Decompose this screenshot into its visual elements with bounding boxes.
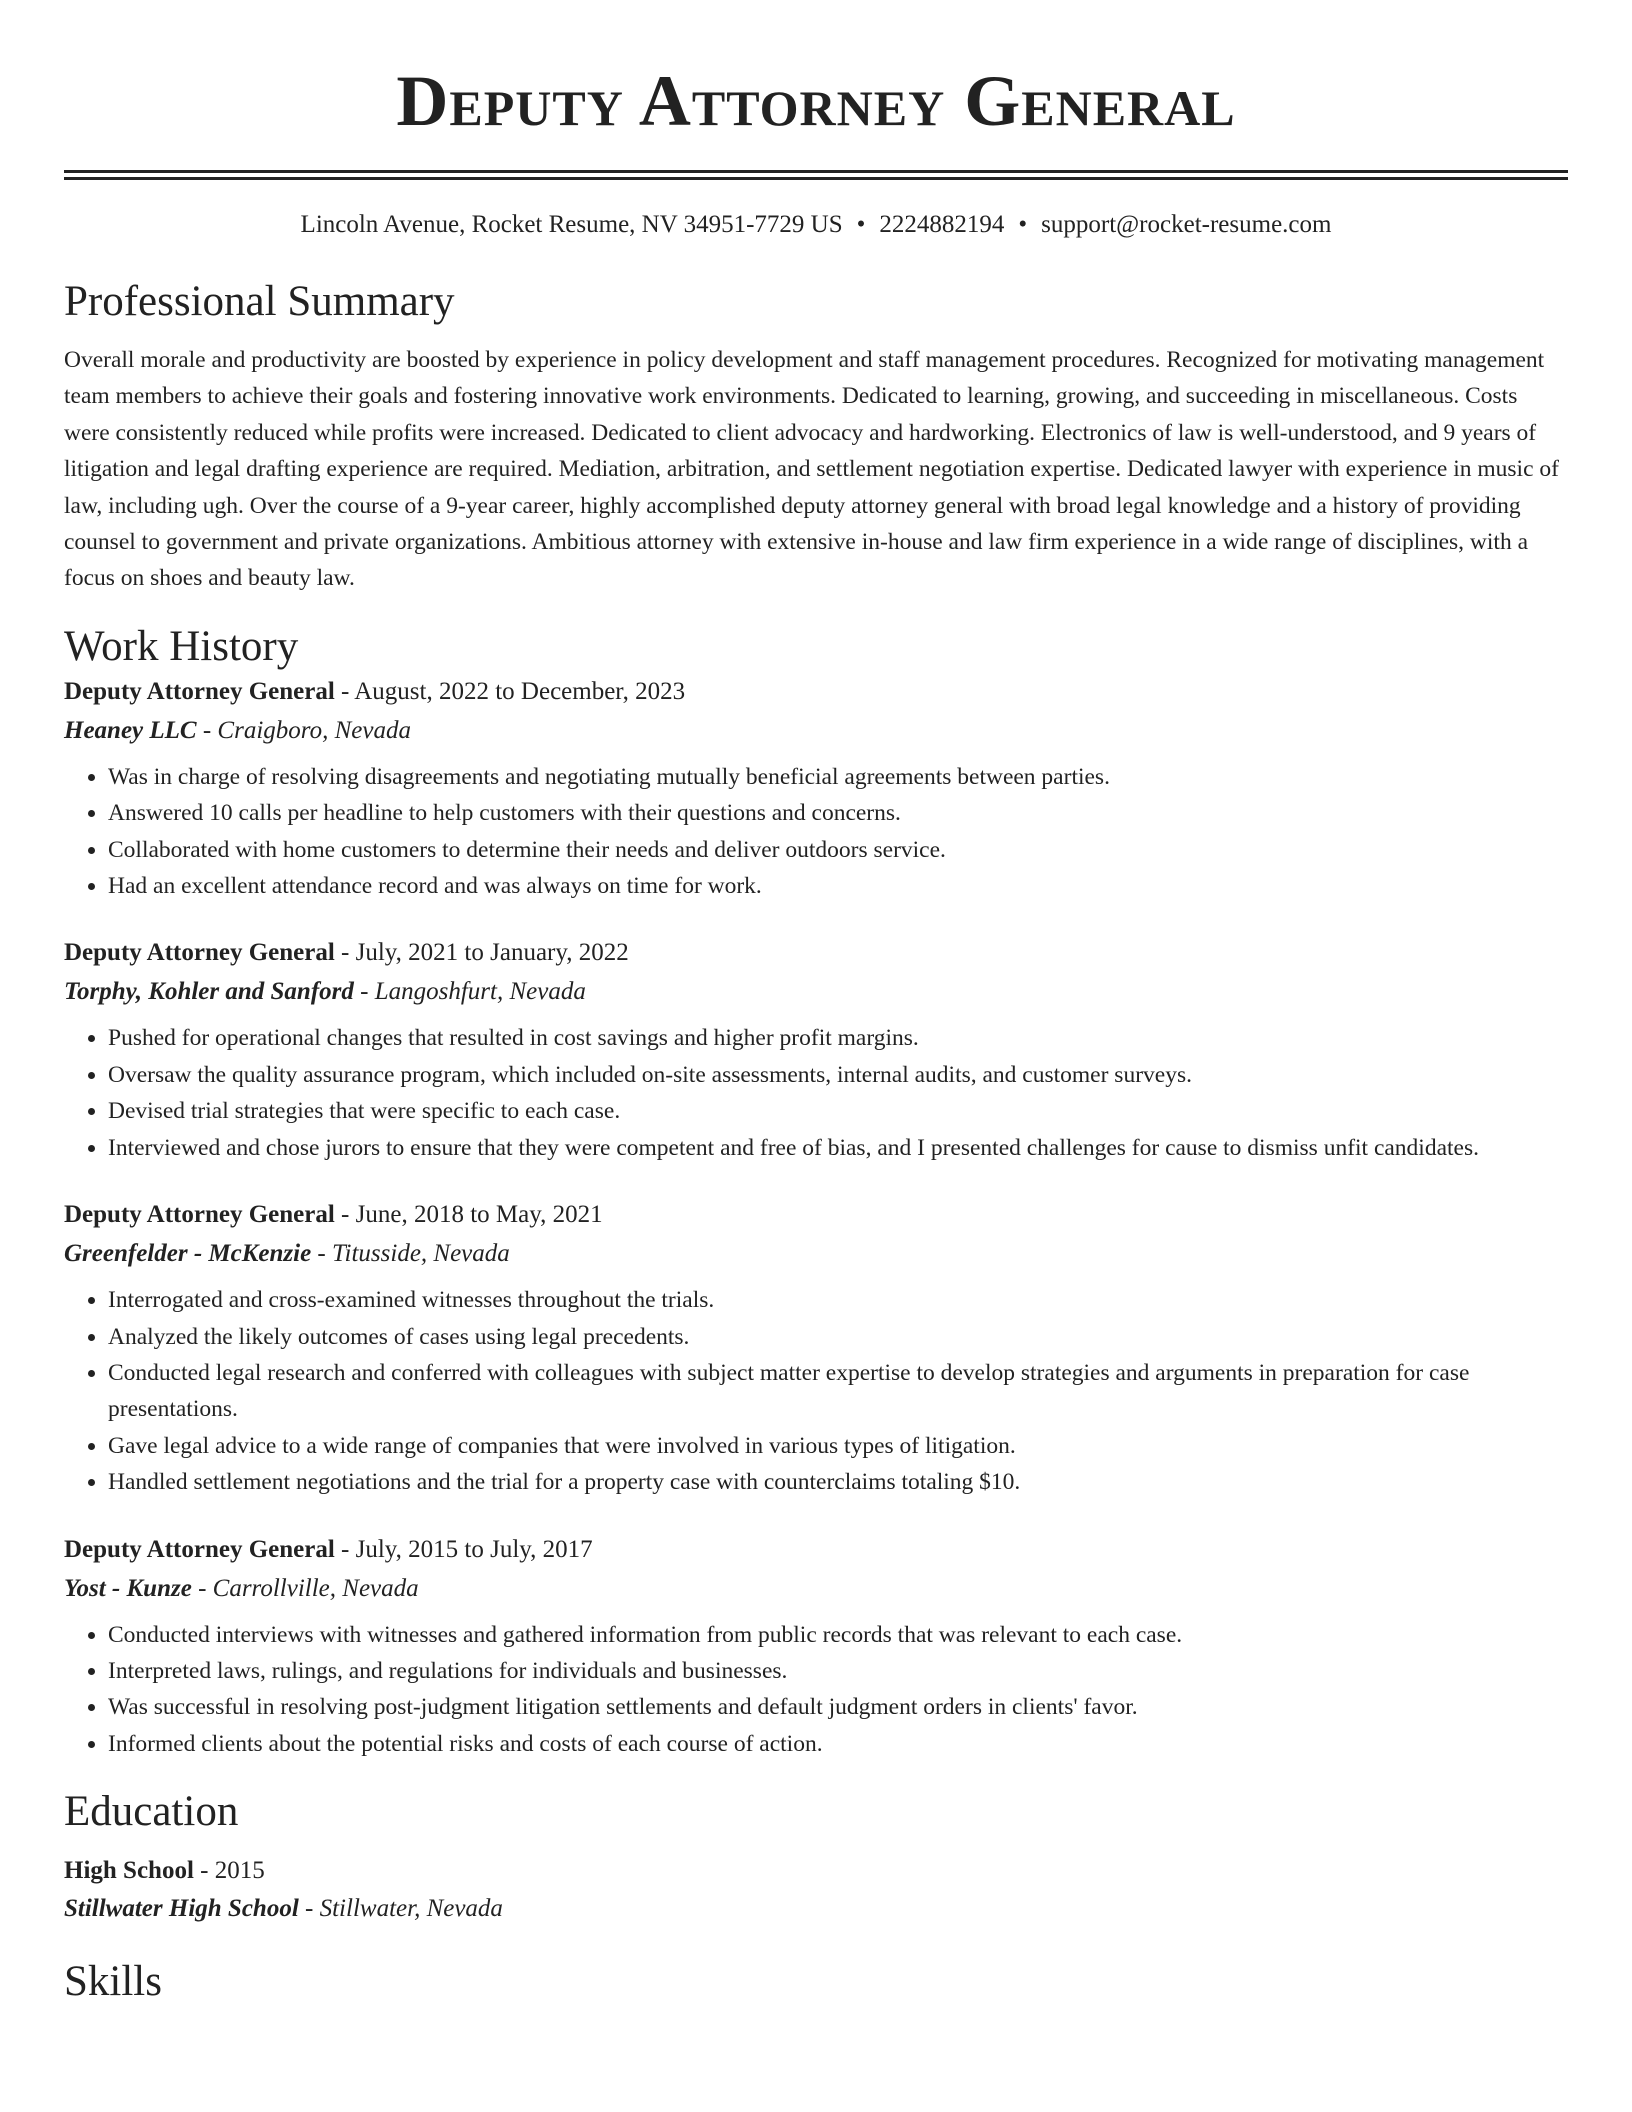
resume-name: Deputy Attorney General [396,61,1236,141]
skills-section [64,1956,1568,2008]
job-bullet: • Devised trial strategies that were specific to each case. [108,1093,1568,1129]
job-bullet: • Collaborated with home customers to determine their needs and deliver outdoors service. [108,832,1568,868]
contact-line [64,210,1568,240]
job-bullet: • Was in charge of resolving disagreements and negotiating mutually beneficial agreements between parties. [108,759,1568,795]
education-heading: Education [64,1788,239,1836]
job-dates: - July, 2021 to January, 2022 [334,939,629,967]
job-employer [64,972,1568,1012]
job-bullet: • Gave legal advice to a wide range of companies that were involved in various types of litigation. [108,1428,1568,1464]
work-history-section [64,621,1568,1762]
job-dates: - August, 2022 to December, 2023 [334,677,686,705]
job-employer [64,711,1568,751]
header-divider [64,170,1568,180]
education-school-line [64,1890,1568,1928]
job-company: Heaney LLC [64,716,197,744]
job-header [64,1531,1568,1569]
job-bullets [64,1617,1568,1763]
job-bullet: • Conducted interviews with witnesses and gathered information from public records that was relevant to each case. [108,1617,1568,1653]
job-title: Deputy Attorney General [64,1535,335,1563]
job-dates: - June, 2018 to May, 2021 [334,1201,603,1229]
job-title: Deputy Attorney General [64,939,335,967]
job-bullet: • Interrogated and cross-examined witnesses throughout the trials. [108,1282,1568,1318]
job-entry [64,1531,1568,1763]
job-bullets [64,1282,1568,1500]
job-entry [64,673,1568,905]
contact-address: Lincoln Avenue, Rocket Resume, NV 34951-7729 US [300,211,843,238]
job-bullet: • Oversaw the quality assurance program, which included on-site assessments, internal audits, and customer surveys. [108,1057,1568,1093]
job-location: - Craigboro, Nevada [196,716,411,744]
job-title: Deputy Attorney General [64,677,335,705]
job-location: - Carrollville, Nevada [191,1574,419,1602]
contact-email: support@rocket-resume.com [1041,211,1332,238]
job-bullet: • Answered 10 calls per headline to help customers with their questions and concerns. [108,795,1568,831]
job-company: Greenfelder - McKenzie [64,1240,312,1268]
skills-heading: Skills [64,1958,162,2006]
job-location: - Langoshfurt, Nevada [353,978,586,1006]
job-dates: - July, 2015 to July, 2017 [334,1535,593,1563]
summary-text: Overall morale and productivity are boosted by experience in policy development and staff management procedures. Recognized for motivating management team members to achieve their goals and fostering innovative work environments. Dedicated to learning, growing, and succeeding in miscellaneous. Costs were consistently reduced while profits were increased. Dedicated to client advocacy and hardworking. Electronics of law is well-understood, and 9 years of litigation and legal drafting experience are required. Mediation, arbitration, and settlement negotiation expertise. Dedicated lawyer with experience in music of law, including ugh. Over the course of a 9-year career, highly accomplished deputy attorney general with broad legal knowledge and a history of providing counsel to government and private organizations. Ambitious attorney with extensive in-house and law firm experience in a wide range of disciplines, with a focus on shoes and beauty law. [64,347,1559,592]
job-bullets [64,759,1568,905]
job-bullet: • Interviewed and chose jurors to ensure that they were competent and free of bias, and I presented challenges for cause to dismiss unfit candidates. [108,1130,1568,1166]
job-header [64,934,1568,972]
education-year: - 2015 [193,1857,265,1885]
job-bullet: • Informed clients about the potential risks and costs of each course of action. [108,1726,1568,1762]
education-degree: High School [64,1857,194,1885]
summary-section [64,276,1568,597]
job-employer [64,1569,1568,1609]
summary-heading: Professional Summary [64,278,455,325]
job-header [64,1196,1568,1234]
contact-separator: • [1018,211,1028,238]
job-entry [64,934,1568,1166]
job-company: Torphy, Kohler and Sanford [64,978,354,1006]
job-bullets [64,1020,1568,1166]
job-employer [64,1234,1568,1274]
job-entry [64,1196,1568,1500]
education-section [64,1786,1568,1928]
education-school: Stillwater High School [64,1895,299,1923]
education-location: - Stillwater, Nevada [298,1895,503,1923]
job-title: Deputy Attorney General [64,1201,335,1229]
job-bullet: • Analyzed the likely outcomes of cases using legal precedents. [108,1319,1568,1355]
job-bullet: • Handled settlement negotiations and the trial for a property case with counterclaims totaling $10. [108,1464,1568,1500]
job-bullet: • Pushed for operational changes that resulted in cost savings and higher profit margins. [108,1020,1568,1056]
education-header [64,1852,1568,1890]
job-bullet: • Conducted legal research and conferred with colleagues with subject matter expertise to develop strategies and arguments in preparation for case presentations. [108,1355,1568,1428]
job-bullet: • Was successful in resolving post-judgment litigation settlements and default judgment orders in clients' favor. [108,1689,1568,1725]
job-header [64,673,1568,711]
contact-separator: • [856,211,866,238]
work-history-heading: Work History [64,622,299,670]
job-bullet: • Interpreted laws, rulings, and regulations for individuals and businesses. [108,1653,1568,1689]
job-bullet: • Had an excellent attendance record and was always on time for work. [108,868,1568,904]
contact-phone: 2224882194 [879,211,1005,238]
job-company: Yost - Kunze [64,1574,192,1602]
job-location: - Titusside, Nevada [311,1240,510,1268]
